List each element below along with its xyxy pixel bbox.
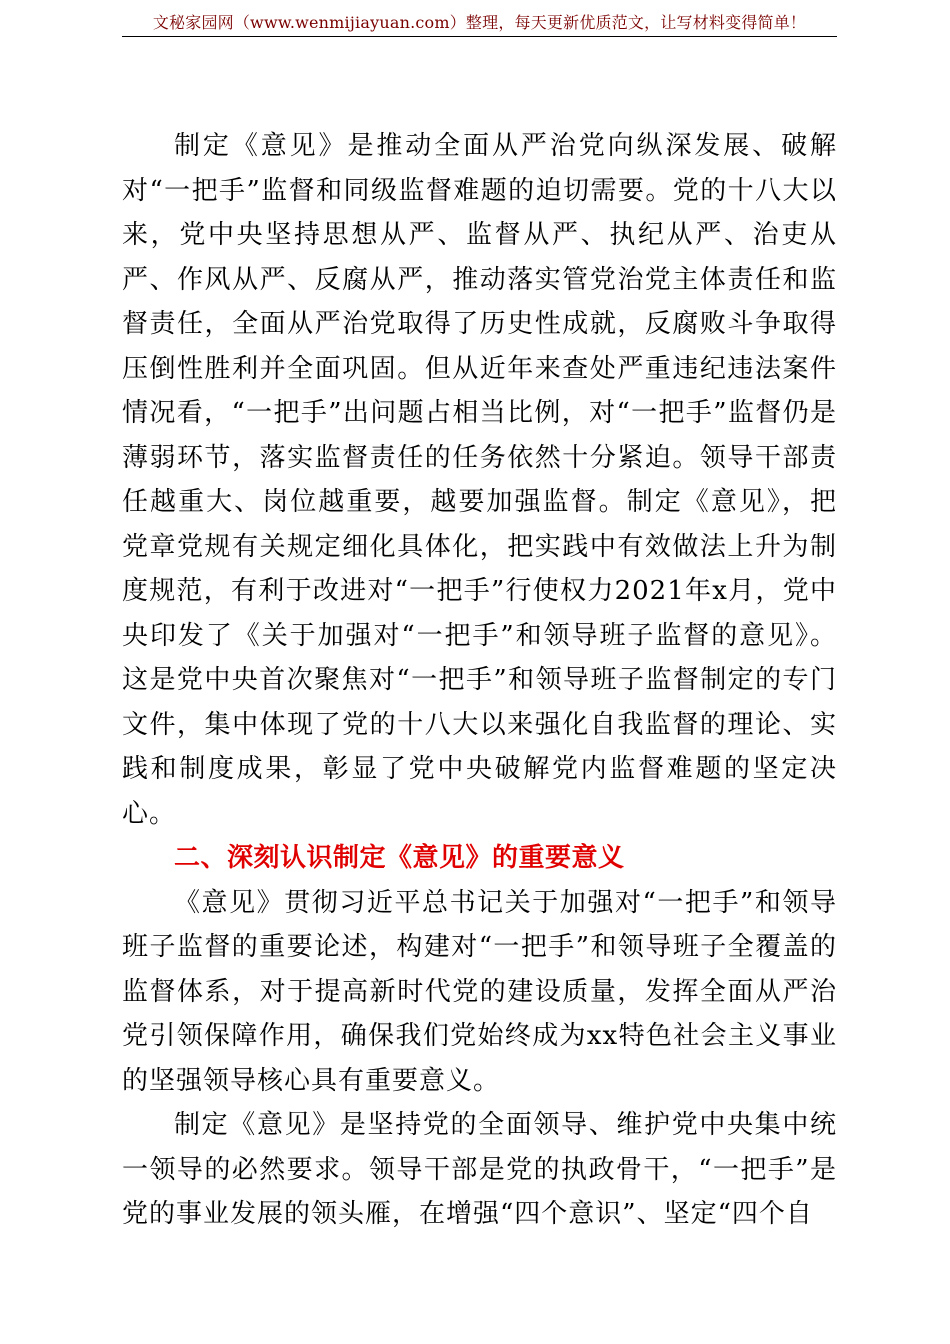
paragraph-1: 制定《意见》是推动全面从严治党向纵深发展、破解对“一把手”监督和同级监督难题的迫切需要。党的十八大以来，党中央坚持思想从严、监督从严、执纪从严、治吏从严、作风从严、反腐从严，推动落实管党治党主体责任和监督责任，全面从严治党取得了历史性成就，反腐败斗争取得压倒性胜利并全面巩固。但从近年来查处严重违纪违法案件情况看，“一把手”出问题占相当比例，对“一把手”监督仍是薄弱环节，落实监督责任的任务依然十分紧迫。领导干部责任越重大、岗位越重要，越要加强监督。制定《意见》，把党章党规有关规定细化具体化，把实践中有效做法上升为制度规范，有利于改进对“一把手”行使权力2021年x月，党中央印发了《关于加强对“一把手”和领导班子监督的意见》。这是党中央首次聚焦对“一把手”和领导班子监督制定的专门文件，集中体现了党的十八大以来强化自我监督的理论、实践和制度成果，彰显了党中央破解党内监督难题的坚定决心。 — [122, 131, 837, 829]
page-header: 文秘家园网（www.wenmijiayuan.com）整理，每天更新优质范文，让写材料变得简单！ — [122, 10, 837, 37]
section-heading-2: 二、深刻认识制定《意见》的重要意义 — [174, 843, 625, 873]
paragraph-3: 制定《意见》是坚持党的全面领导、维护党中央集中统一领导的必然要求。领导干部是党的执政骨干，“一把手”是党的事业发展的领头雁，在增强“四个意识”、坚定“四个自 — [122, 1110, 837, 1229]
paragraph-2: 《意见》贯彻习近平总书记关于加强对“一把手”和领导班子监督的重要论述，构建对“一把手”和领导班子全覆盖的监督体系，对于提高新时代党的建设质量，发挥全面从严治党引领保障作用，确保我们党始终成为xx特色社会主义事业的坚强领导核心具有重要意义。 — [122, 887, 837, 1096]
document-body — [122, 124, 837, 1237]
